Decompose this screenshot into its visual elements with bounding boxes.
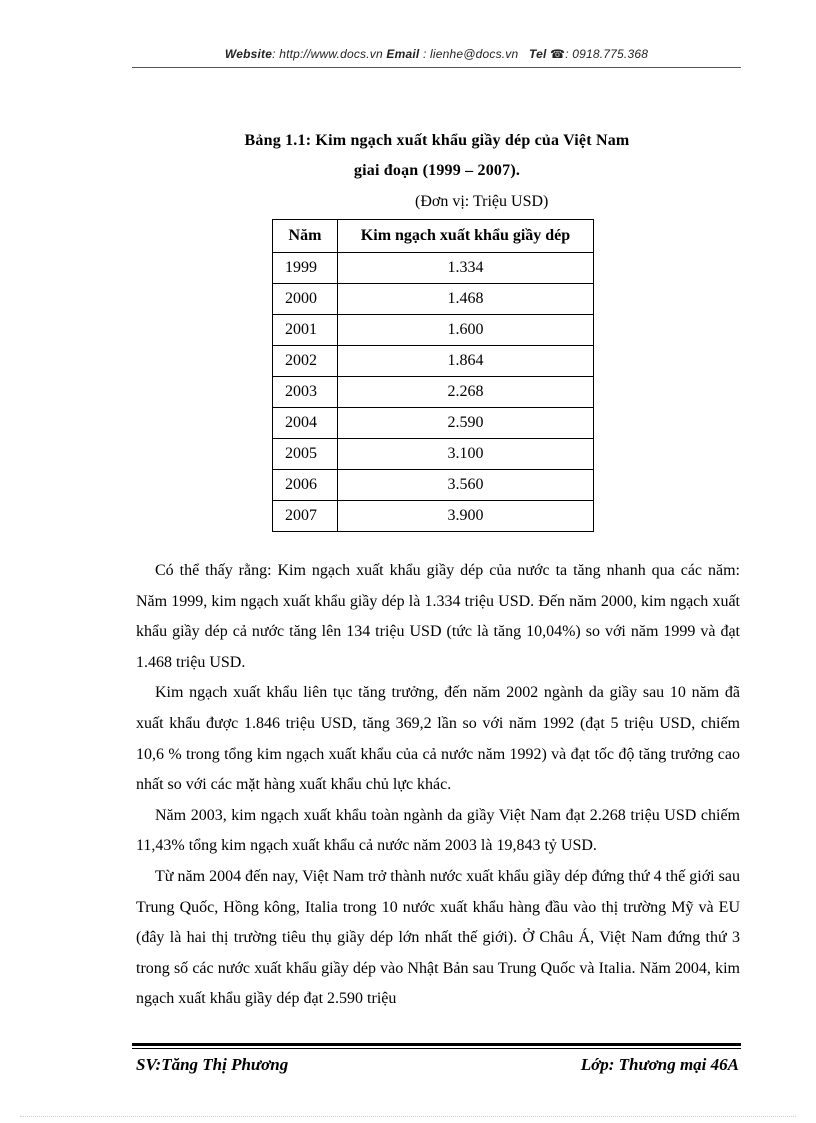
- body-text: [136, 556, 740, 1015]
- value-cell: 1.600: [338, 315, 594, 346]
- paragraph: Kim ngạch xuất khẩu liên tục tăng trưởng, đến năm 2002 ngành da giầy sau 10 năm đã xuất khẩu được 1.846 triệu USD, tăng 369,2 lần so với năm 1992 (đạt 5 triệu USD, chiếm 10,6 % trong tổng kim ngạch xuất khẩu của cả nước năm 1992) và đạt tốc độ tăng trưởng cao nhất so với các mặt hàng xuất khẩu chủ lực khác.: [136, 684, 740, 794]
- value-cell: 1.334: [338, 253, 594, 284]
- email-value: : lienhe@docs.vn: [419, 47, 519, 61]
- value-cell: 1.864: [338, 346, 594, 377]
- page-header: [132, 47, 741, 61]
- table-row: [273, 315, 594, 346]
- year-cell: 1999: [273, 253, 338, 284]
- year-cell: 2001: [273, 315, 338, 346]
- table-row: [273, 377, 594, 408]
- table-title: Bảng 1.1: Kim ngạch xuất khẩu giầy dép của Việt Nam: [244, 132, 630, 149]
- website-label: Website: [224, 47, 273, 61]
- paragraph: Năm 2003, kim ngạch xuất khẩu toàn ngành da giầy Việt Nam đạt 2.268 triệu USD chiếm 11,43% tổng kim ngạch xuất khẩu cả nước năm 2003 là 19,843 tỷ USD.: [136, 806, 740, 855]
- value-cell: 3.100: [338, 439, 594, 470]
- year-cell: 2005: [273, 439, 338, 470]
- table-row: [273, 408, 594, 439]
- table-unit: (Đơn vị: Triệu USD): [415, 193, 549, 210]
- footer-class: Lớp: Thương mại 46A: [580, 1055, 739, 1074]
- header-divider: [132, 67, 741, 68]
- year-cell: 2004: [273, 408, 338, 439]
- year-cell: 2003: [273, 377, 338, 408]
- table-header-row: [273, 220, 594, 253]
- page-bottom-dotted-line: [20, 1116, 796, 1117]
- value-cell: 3.560: [338, 470, 594, 501]
- table-row: [273, 501, 594, 532]
- email-label: Email: [386, 47, 420, 61]
- table-row: [273, 439, 594, 470]
- year-cell: 2007: [273, 501, 338, 532]
- footer-divider-thin: [132, 1048, 741, 1049]
- year-cell: 2000: [273, 284, 338, 315]
- value-cell: 2.268: [338, 377, 594, 408]
- value-cell: 1.468: [338, 284, 594, 315]
- column-header-value: Kim ngạch xuất khẩu giầy dép: [338, 220, 594, 253]
- year-cell: 2002: [273, 346, 338, 377]
- paragraph: Có thể thấy rằng: Kim ngạch xuất khẩu giầy dép của nước ta tăng nhanh qua các năm: Năm 1999, kim ngạch xuất khẩu giầy dép là 1.334 triệu USD. Đến năm 2000, kim ngạch xuất khẩu giầy dép cả nước tăng lên 134 triệu USD (tức là tăng 10,04%) so với năm 1999 và đạt 1.468 triệu USD.: [136, 562, 740, 671]
- table-subtitle: giai đoạn (1999 – 2007).: [353, 162, 521, 179]
- phone-icon: ☎: [550, 47, 566, 61]
- tel-value: : 0918.775.368: [565, 47, 649, 61]
- tel-label: Tel: [528, 47, 547, 61]
- table-row: [273, 346, 594, 377]
- table-row: [273, 284, 594, 315]
- footer-divider-thick: [132, 1043, 741, 1046]
- column-header-year: Năm: [273, 220, 338, 253]
- year-cell: 2006: [273, 470, 338, 501]
- value-cell: 3.900: [338, 501, 594, 532]
- table-row: [273, 253, 594, 284]
- value-cell: 2.590: [338, 408, 594, 439]
- website-value: : http://www.docs.vn: [272, 47, 383, 61]
- paragraph: Từ năm 2004 đến nay, Việt Nam trở thành nước xuất khẩu giầy dép đứng thứ 4 thế giới sau Trung Quốc, Hồng kông, Italia trong 10 nước xuất khẩu hàng đầu vào thị trường Mỹ và EU (đây là hai thị trường tiêu thụ giầy dép lớn nhất thế giới). Ở Châu Á, Việt Nam đứng thứ 3 trong số các nước xuất khẩu giầy dép vào Nhật Bản sau Trung Quốc và Italia. Năm 2004, kim ngạch xuất khẩu giầy dép đạt 2.590 triệu: [136, 867, 740, 1008]
- footer-student: SV:Tăng Thị Phương: [136, 1055, 289, 1074]
- export-table: [272, 219, 594, 532]
- table-row: [273, 470, 594, 501]
